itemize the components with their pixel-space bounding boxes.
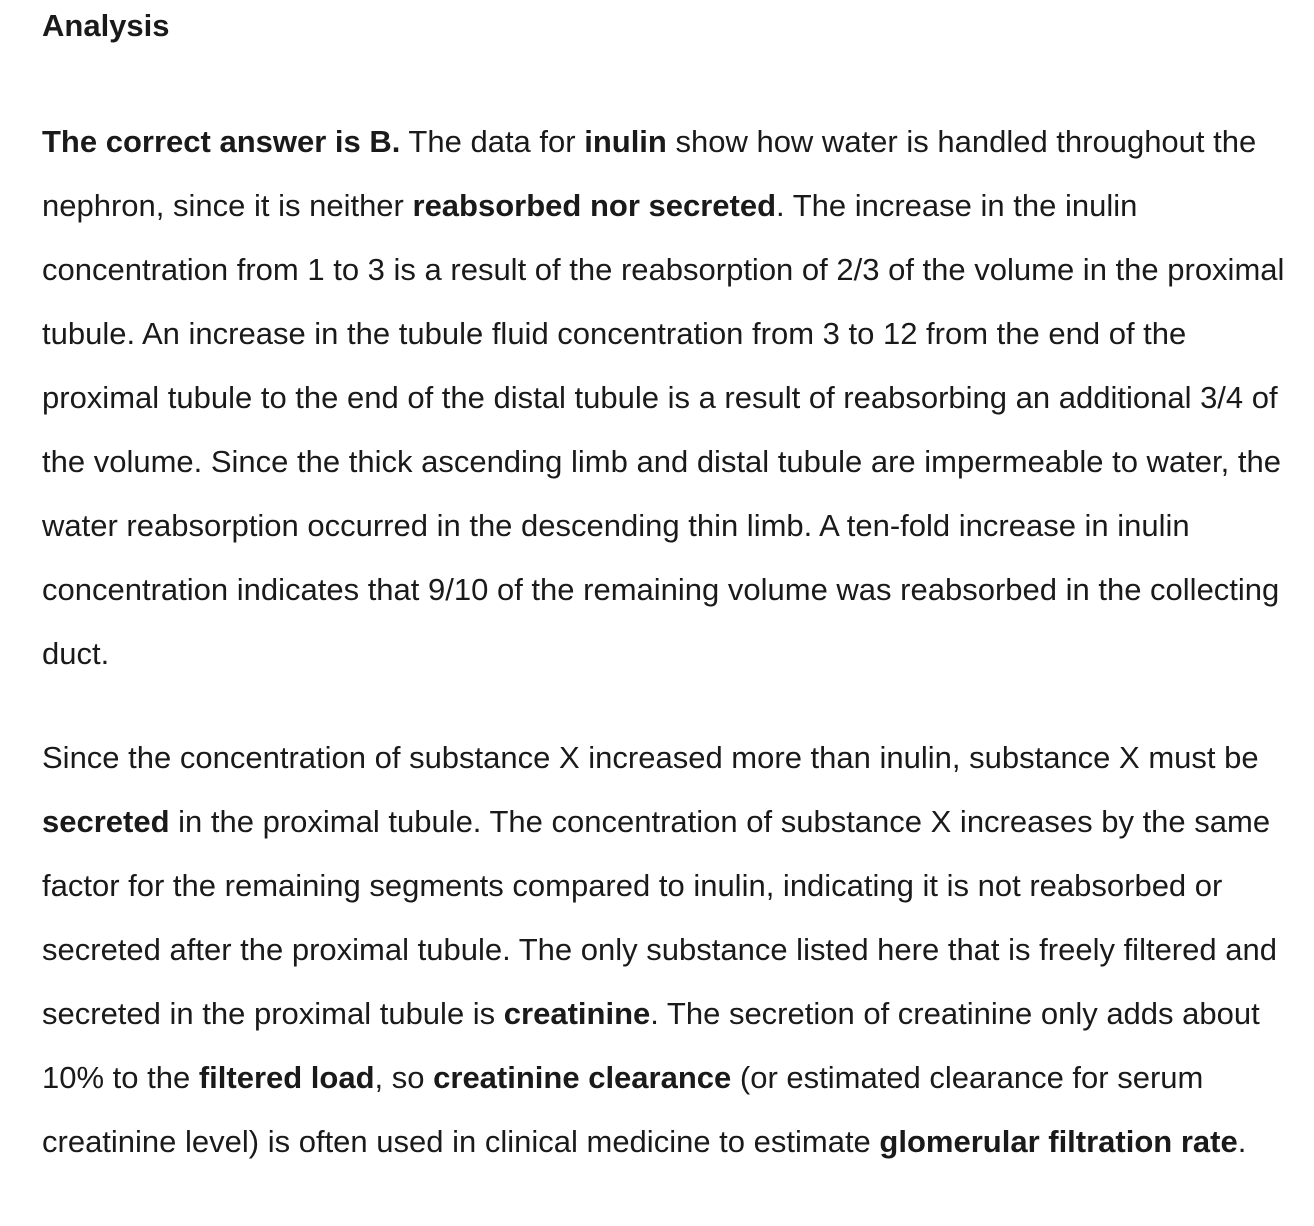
analysis-content <box>42 0 1292 1174</box>
text-span: (or estimated clearance for serum creatinine level) is often used in clinical medicine to estimate <box>42 1060 1204 1159</box>
text-span: show how water is handled throughout the nephron, since it is neither <box>42 124 1257 223</box>
term-creatinine: creatinine <box>503 996 651 1031</box>
term-secreted: secreted <box>42 804 170 839</box>
text-span: Since the concentration of substance X increased more than inulin, substance X must be <box>42 740 1259 775</box>
answer-statement: The correct answer is B. <box>42 124 401 159</box>
explanation-paragraph-2 <box>42 726 1292 1174</box>
text-span: , so <box>374 1060 434 1095</box>
text-span: in the proximal tubule. The concentration of substance X increases by the same factor for the remaining segments compared to inulin, indicating it is not reabsorbed or secreted after the proximal tubule. The only substance listed here that is freely filtered and secreted in the proximal tubule is <box>42 804 1277 1031</box>
term-creatinine-clearance: creatinine clearance <box>433 1060 732 1095</box>
term-inulin: inulin <box>584 124 667 159</box>
term-glomerular-filtration-rate: glomerular filtration rate <box>879 1124 1238 1159</box>
text-span: . The increase in the inulin concentration from 1 to 3 is a result of the reabsorption of 2/3 of the volume in the proximal tubule. An increase in the tubule fluid concentration from 3 to 12 from the end of the proximal tubule to the end of the distal tubule is a result of reabsorbing an additional 3/4 of the volume. Since the thick ascending limb and distal tubule are impermeable to water, the water reabsorption occurred in the descending thin limb. A ten-fold increase in inulin concentration indicates that 9/10 of the remaining volume was reabsorbed in the collecting duct. <box>42 188 1285 671</box>
text-span: The data for <box>400 124 585 159</box>
analysis-heading: Analysis <box>42 8 170 43</box>
term-filtered-load: filtered load <box>198 1060 375 1095</box>
text-span: . <box>1237 1124 1247 1159</box>
explanation-paragraph-1 <box>42 110 1292 686</box>
text-span: . The secretion of creatinine only adds about 10% to the <box>42 996 1260 1095</box>
term-reabsorbed-nor-secreted: reabsorbed nor secreted <box>412 188 777 223</box>
